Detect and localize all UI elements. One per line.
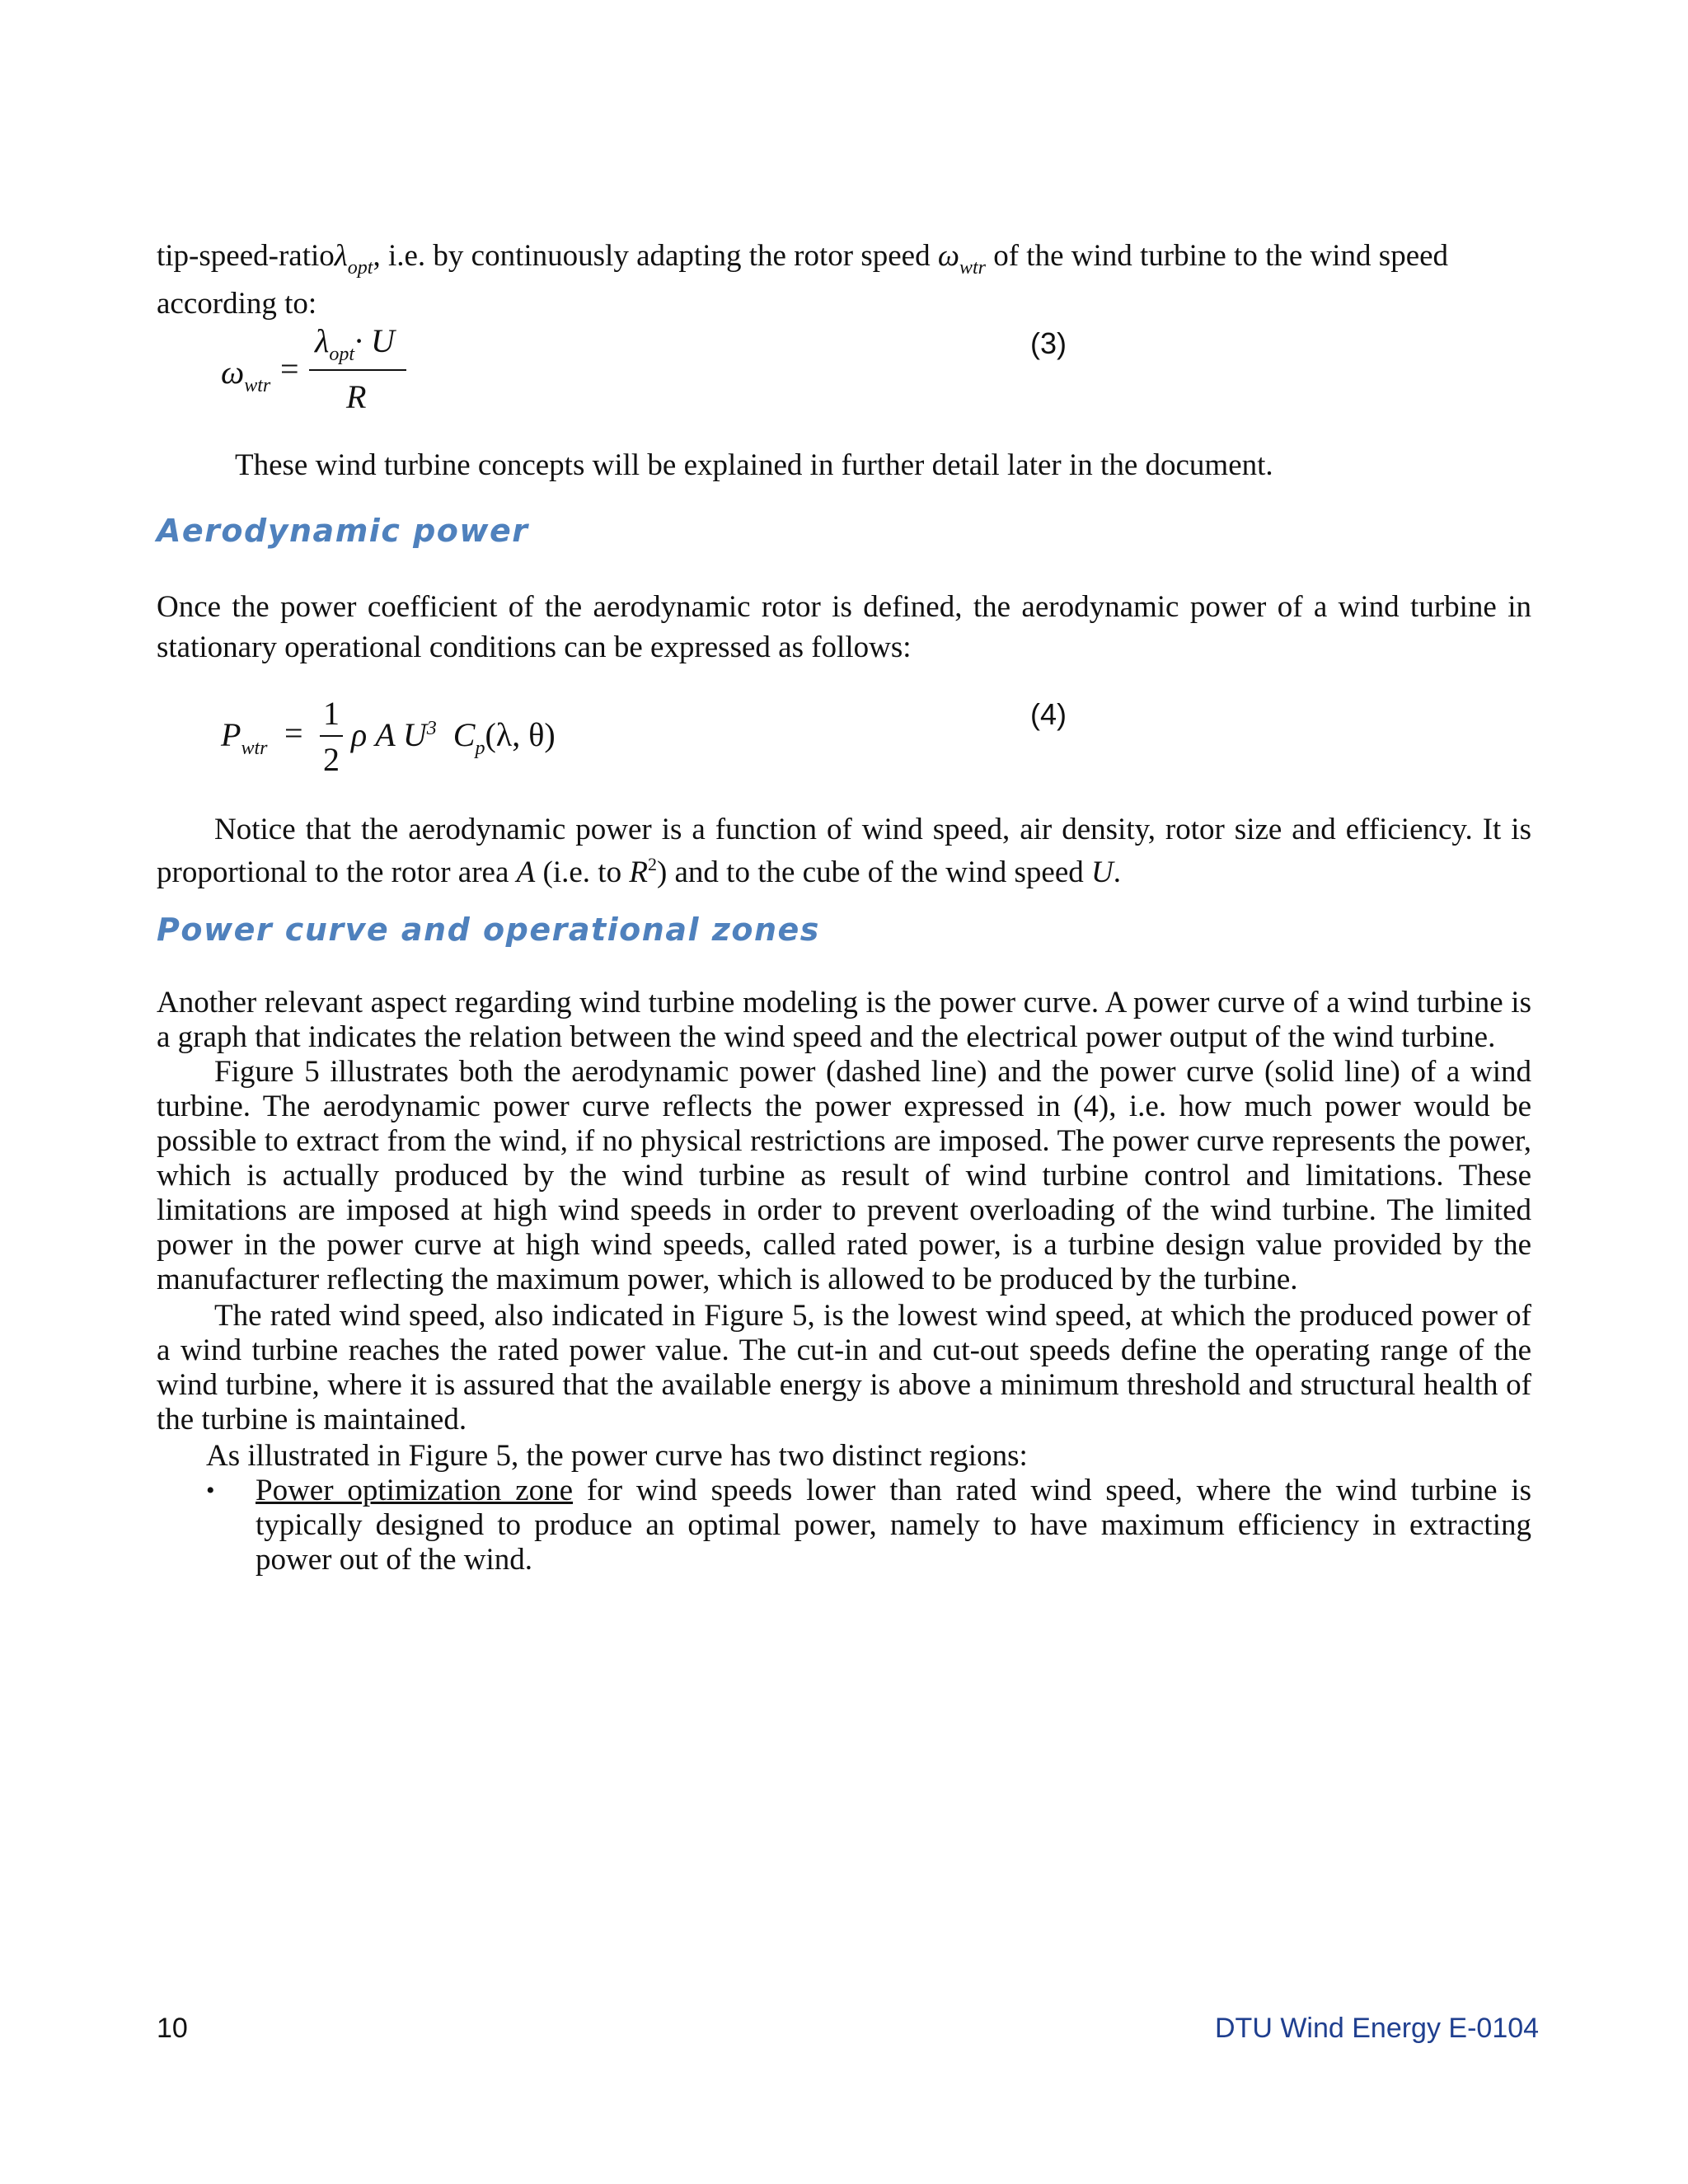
eq3-fraction-bar (309, 369, 406, 371)
power-optimization-zone-link[interactable]: Power optimization zone (256, 1474, 574, 1507)
opt-subscript: opt (347, 257, 373, 279)
notice-paragraph: Notice that the aerodynamic power is a function of wind speed, air density, rotor size and efficiency. It is proportional to the rotor area A (i.e. to $R^2$) and to the cube of the wind speed U. (157, 813, 1531, 889)
eq4-number: (4) (1030, 697, 1067, 731)
page-number: 10 (157, 2013, 188, 2044)
aero-paragraph: Once the power coefficient of the aerodynamic rotor is defined, the aerodynamic power of a wind turbine in stationary operational conditions can be expressed as follows: (157, 590, 1531, 664)
concepts-sentence: These wind turbine concepts will be explained in further detail later in the document. (235, 448, 1273, 482)
power-paragraph-1: Another relevant aspect regarding wind turbine modeling is the power curve. A power curve of a wind turbine is a graph that indicates the relation between the wind speed and the electrical power output of the wind turbine. (157, 986, 1531, 1054)
eq3-lhs: $\omega_{wtr}$ (221, 354, 271, 396)
report-id: DTU Wind Energy E-0104 (1215, 2013, 1540, 2044)
eq4-body: ρ A $U^3$ $C_p(\lambda$, θ) (351, 716, 556, 759)
power-paragraph-4: As illustrated in Figure 5, the power curve has two distinct regions: (206, 1439, 1028, 1473)
eq3-equals: = (280, 350, 299, 387)
omega-symbol: ω (937, 239, 959, 273)
intro-line2: according to: (157, 287, 317, 321)
intro-suffix: of the wind turbine to the wind speed (993, 239, 1449, 273)
bullet-item: Power optimization zone for wind speeds lower than rated wind speed, where the wind turbine is typically designed to produce an optimal power, namely to have maximum efficiency in extracting power out of the wind. (256, 1474, 1531, 1577)
intro-prefix: tip-speed-ratio (157, 239, 335, 273)
eq3-denominator: R (346, 378, 367, 415)
power-paragraph-3: The rated wind speed, also indicated in Figure 5, is the lowest wind speed, at which the produced power of a wind turbine reaches the rated power value. The cut-in and cut-out speeds define the operating range of the wind turbine, where it is assured that the available energy is above a minimum threshold and structural health of the turbine is maintained. (157, 1299, 1531, 1436)
intro-paragraph (157, 239, 1531, 285)
eq4-equals: = (284, 715, 303, 752)
eq4-denominator: 2 (323, 741, 340, 778)
eq4-numerator: 1 (323, 695, 340, 732)
heading-aerodynamic-power: Aerodynamic power (157, 513, 529, 549)
lambda-symbol: λ (334, 239, 348, 273)
bullet-marker: • (206, 1477, 215, 1504)
intro-mid: , i.e. by continuously adapting the rotor speed (373, 239, 931, 273)
eq4-lhs: $P_{wtr}$ (221, 716, 268, 759)
power-paragraph-2: Figure 5 illustrates both the aerodynamic power (dashed line) and the power curve (solid line) of a wind turbine. The aerodynamic power curve reflects the power expressed in (4), i.e. how much power would be possible to extract from the wind, if no physical restrictions are imposed. The power curve represents the power, which is actually produced by the wind turbine as result of wind turbine control and limitations. These limitations are imposed at high wind speeds in order to prevent overloading of the wind turbine. The limited power in the power curve at high wind speeds, called rated power, is a turbine design value provided by the manufacturer reflecting the maximum power, which is allowed to be produced by the turbine. (157, 1055, 1531, 1296)
wtr-subscript: wtr (959, 257, 986, 279)
heading-power-curve: Power curve and operational zones (157, 912, 820, 948)
eq3-number: (3) (1030, 326, 1067, 360)
eq3-numerator: $\lambda_{opt}\cdot U$ (315, 322, 395, 365)
eq4-fraction-bar (320, 735, 343, 737)
